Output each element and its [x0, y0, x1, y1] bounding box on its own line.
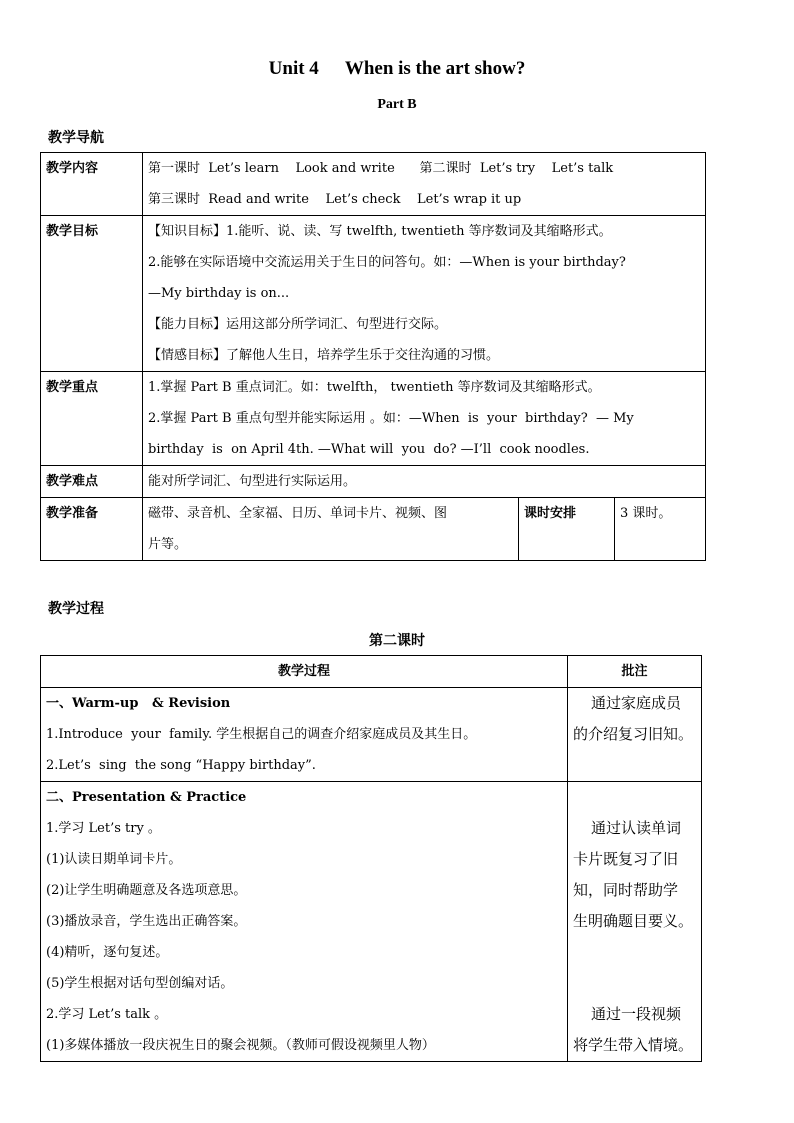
warmup-note — [568, 688, 702, 782]
schedule-value: 3 课时。 — [615, 498, 706, 561]
warmup-row — [41, 688, 702, 782]
prep-label: 教学准备 — [41, 498, 143, 561]
key-row — [41, 372, 706, 466]
presentation-note — [568, 782, 702, 1062]
warmup-note-line-2: 的介绍复习旧知。 — [573, 725, 694, 743]
goal-line-1: 【知识目标】1.能听、说、读、写 twelfth, twentieth 等序数词及其缩略形式。 — [148, 224, 612, 239]
key-line-3: birthday is on April 4th. —What will you do? —I’ll cook noodles. — [148, 442, 590, 457]
content-label: 教学内容 — [41, 153, 143, 216]
goal-line-2: 2.能够在实际语境中交流运用关于生日的问答句。如：—When is your birthday? — [148, 255, 626, 270]
prep-row — [41, 498, 706, 561]
unit-name: When is the art show? — [344, 58, 526, 79]
goal-line-3: —My birthday is on... — [148, 286, 290, 301]
presentation-row — [41, 782, 702, 1062]
presentation-line-5: (4)精听，逐句复述。 — [46, 945, 169, 960]
presentation-line-8: (1)多媒体播放一段庆祝生日的聚会视频。（教师可假设视频里人物） — [46, 1038, 435, 1053]
nav-section-label: 教学导航 — [48, 130, 104, 146]
difficulty-row — [41, 466, 706, 498]
presentation-note2-line-1: 通过一段视频 — [591, 1005, 682, 1023]
presentation-cell — [41, 782, 568, 1062]
warmup-heading: 一、Warm-up & Revision — [46, 696, 231, 711]
process-header-row — [41, 656, 702, 688]
key-line-1: 1.掌握 Part B 重点词汇。如：twelfth， twentieth 等序数词及其缩略形式。 — [148, 380, 601, 395]
content-cell — [143, 153, 706, 216]
key-label: 教学重点 — [41, 372, 143, 466]
page-title — [0, 58, 794, 80]
content-row — [41, 153, 706, 216]
schedule-label: 课时安排 — [519, 498, 615, 561]
presentation-line-2: (1)认读日期单词卡片。 — [46, 852, 182, 867]
prep-cell — [143, 498, 519, 561]
goal-row — [41, 216, 706, 372]
presentation-note1-line-4: 生明确题目要义。 — [573, 912, 694, 930]
process-column-header: 教学过程 — [41, 656, 568, 688]
goal-line-5: 【情感目标】了解他人生日，培养学生乐于交往沟通的习惯。 — [148, 348, 500, 363]
presentation-line-1: 1.学习 Let’s try 。 — [46, 821, 161, 836]
goal-line-4: 【能力目标】运用这部分所学词汇、句型进行交际。 — [148, 317, 448, 332]
teaching-process-table — [40, 655, 702, 1062]
warmup-note-line-1: 通过家庭成员 — [591, 694, 682, 712]
warmup-line-1: 1.Introduce your family. 学生根据自己的调查介绍家庭成员及其生日。 — [46, 727, 477, 742]
presentation-note1-line-1: 通过认读单词 — [591, 819, 682, 837]
prep-line-2: 片等。 — [148, 537, 188, 552]
key-line-2: 2.掌握 Part B 重点句型并能实际运用 。如：—When is your birthday? — My — [148, 411, 634, 426]
goal-label: 教学目标 — [41, 216, 143, 372]
warmup-line-2: 2.Let’s sing the song “Happy birthday”. — [46, 758, 316, 773]
prep-line-1: 磁带、录音机、全家福、日历、单词卡片、视频、图 — [148, 506, 448, 521]
presentation-line-7: 2.学习 Let’s talk 。 — [46, 1007, 168, 1022]
process-section-label: 教学过程 — [48, 601, 104, 617]
goal-cell — [143, 216, 706, 372]
teaching-nav-table — [40, 152, 706, 561]
presentation-note1-line-2: 卡片既复习了旧 — [573, 850, 679, 868]
note-column-header: 批注 — [568, 656, 702, 688]
presentation-note2-line-2: 将学生带入情境。 — [573, 1036, 694, 1054]
unit-number: Unit 4 — [268, 58, 319, 79]
page-subtitle: Part B — [377, 97, 417, 112]
content-line-1: 第一课时 Let’s learn Look and write 第二课时 Let’s try Let’s talk — [148, 161, 614, 176]
difficulty-label: 教学难点 — [41, 466, 143, 498]
lesson-label: 第二课时 — [369, 633, 425, 649]
difficulty-cell: 能对所学词汇、句型进行实际运用。 — [143, 466, 706, 498]
warmup-cell — [41, 688, 568, 782]
key-cell — [143, 372, 706, 466]
presentation-line-4: (3)播放录音，学生选出正确答案。 — [46, 914, 247, 929]
presentation-line-6: (5)学生根据对话句型创编对话。 — [46, 976, 234, 991]
presentation-heading: 二、Presentation & Practice — [46, 790, 247, 805]
content-line-2: 第三课时 Read and write Let’s check Let’s wrap it up — [148, 192, 522, 207]
presentation-note1-line-3: 知，同时帮助学 — [573, 881, 679, 899]
presentation-line-3: (2)让学生明确题意及各选项意思。 — [46, 883, 247, 898]
